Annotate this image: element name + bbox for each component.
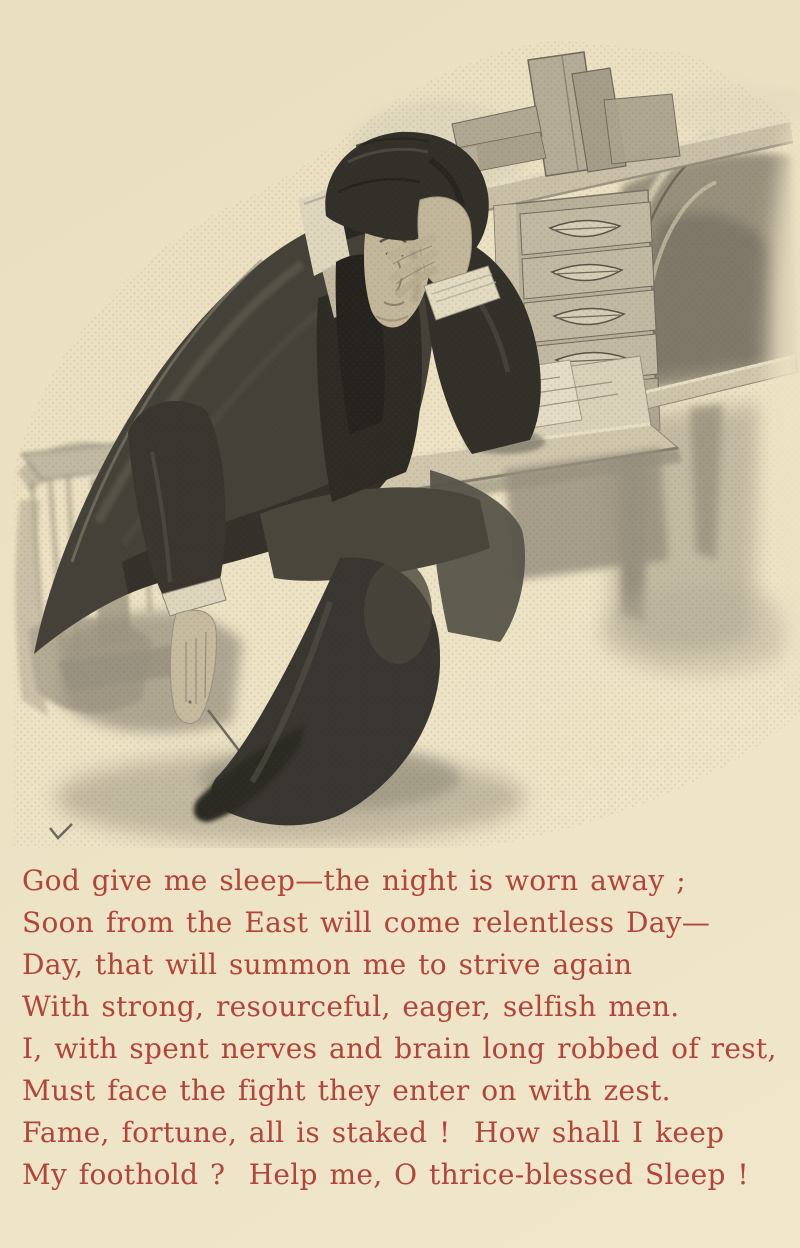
poem-line-2: Soon from the East will come relentless Day— [22,906,711,939]
poem-line-5: I, with spent nerves and brain long robbed of rest, [22,1032,777,1065]
poem-line-7: Fame, fortune, all is staked ! How shall I keep [22,1116,725,1149]
poem-line-4: With strong, resourceful, eager, selfish men. [22,990,680,1023]
poem-line-1: God give me sleep—the night is worn away ; [22,864,686,897]
poem-line-3: Day, that will summon me to strive again [22,948,633,981]
poem [22,860,792,1196]
poem-line-6: Must face the fight they enter on with zest. [22,1074,671,1107]
halftone-texture [0,30,800,848]
poem-line-8: My foothold ? Help me, O thrice-blessed Sleep ! [22,1158,749,1191]
